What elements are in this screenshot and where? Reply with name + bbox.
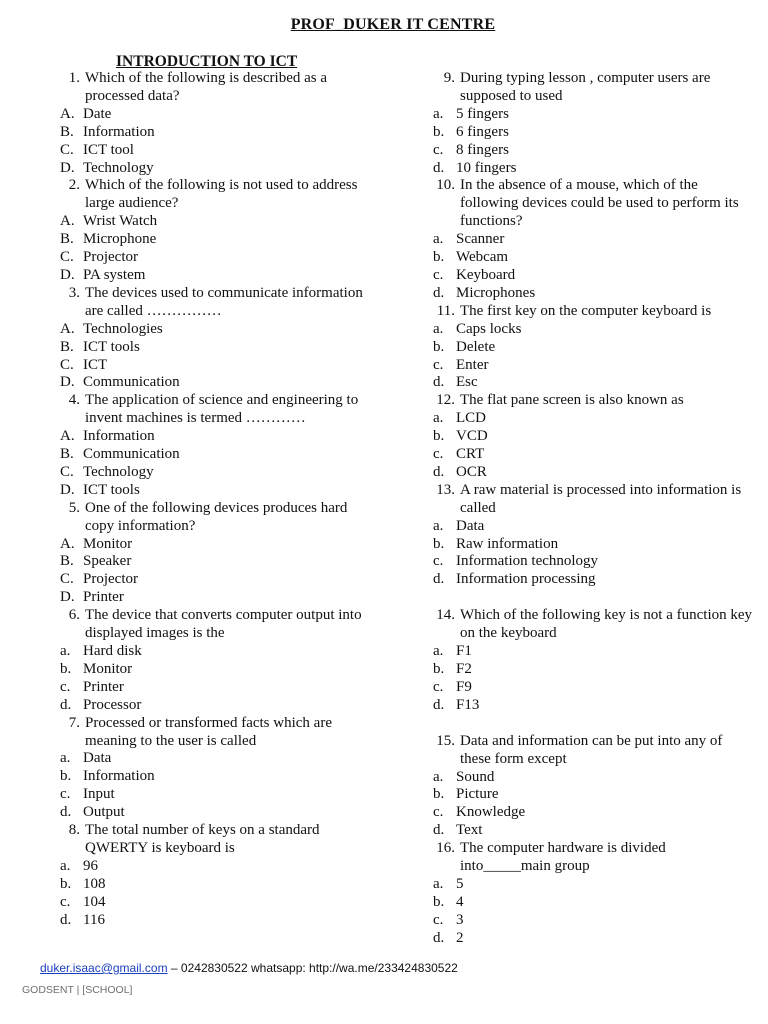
option-label: C. — [60, 249, 74, 266]
option-label: d. — [433, 929, 445, 946]
option-list — [433, 643, 753, 715]
option-label: a. — [433, 768, 444, 785]
question-text: In the absence of a mouse, which of the following devices could be used to perform its functions? — [460, 177, 739, 230]
answer-option — [60, 768, 380, 786]
answer-option — [60, 160, 380, 178]
option-label: d. — [60, 804, 72, 821]
question-text: Processed or transformed facts which are meaning to the user is called — [85, 714, 332, 749]
option-label: D. — [60, 481, 75, 498]
option-text: Knowledge — [456, 804, 526, 821]
answer-option — [433, 285, 753, 303]
answer-option — [433, 661, 753, 679]
answer-option — [433, 679, 753, 697]
question-number: 3. — [68, 284, 80, 301]
option-text: 5 — [456, 875, 464, 892]
option-text: Processor — [83, 696, 142, 713]
option-label: b. — [60, 660, 72, 677]
option-label: a. — [433, 320, 444, 337]
answer-option — [433, 374, 753, 392]
option-text: 108 — [83, 875, 106, 892]
question-text: The computer hardware is divided into_____main group — [460, 840, 666, 875]
option-list — [433, 876, 753, 948]
option-text: Information — [83, 428, 155, 445]
answer-option — [60, 142, 380, 160]
option-text: 8 fingers — [456, 141, 509, 158]
option-text: Technology — [83, 159, 154, 176]
option-text: Projector — [83, 571, 138, 588]
option-label: C. — [60, 141, 74, 158]
option-list — [60, 858, 380, 930]
option-label: d. — [60, 696, 72, 713]
blank-line — [433, 715, 753, 733]
left-question-column — [60, 70, 380, 930]
answer-option — [60, 464, 380, 482]
answer-option — [433, 231, 753, 249]
option-text: OCR — [456, 463, 487, 480]
answer-option — [60, 804, 380, 822]
option-text: ICT tool — [83, 141, 134, 158]
option-text: 2 — [456, 929, 464, 946]
option-label: d. — [433, 571, 445, 588]
answer-option — [433, 894, 753, 912]
answer-option — [433, 553, 753, 571]
answer-option — [60, 679, 380, 697]
question-item — [433, 303, 753, 393]
option-label: D. — [60, 374, 75, 391]
question-stem — [60, 177, 380, 213]
question-number: 12. — [436, 392, 455, 409]
option-label: C. — [60, 463, 74, 480]
option-label: c. — [433, 553, 444, 570]
option-label: A. — [60, 535, 75, 552]
option-label: b. — [433, 428, 445, 445]
answer-option — [60, 231, 380, 249]
answer-option — [433, 160, 753, 178]
question-stem — [433, 482, 753, 518]
option-label: b. — [433, 123, 445, 140]
answer-option — [60, 589, 380, 607]
option-text: F13 — [456, 696, 480, 713]
option-label: D. — [60, 159, 75, 176]
option-text: 3 — [456, 911, 464, 928]
answer-option — [60, 339, 380, 357]
option-label: a. — [60, 643, 71, 659]
option-text: Wrist Watch — [83, 213, 158, 230]
option-text: Printer — [83, 589, 124, 606]
option-text: Enter — [456, 356, 489, 373]
option-text: Raw information — [456, 535, 559, 552]
question-item — [60, 822, 380, 929]
question-number: 16. — [436, 840, 455, 857]
question-text: One of the following devices produces hard copy information? — [85, 499, 348, 534]
answer-option — [433, 249, 753, 267]
option-text: F9 — [456, 678, 472, 695]
option-text: Information processing — [456, 571, 596, 588]
option-list — [433, 231, 753, 303]
answer-option — [60, 213, 380, 231]
question-item — [433, 733, 753, 840]
question-number: 6. — [68, 607, 80, 624]
option-label: a. — [433, 643, 444, 660]
answer-option — [433, 912, 753, 930]
option-text: PA system — [83, 266, 146, 283]
option-list — [60, 750, 380, 822]
option-label: c. — [60, 893, 71, 910]
option-list — [433, 106, 753, 178]
question-text: The device that converts computer output into displayed images is the — [85, 607, 362, 642]
question-item — [433, 392, 753, 482]
question-text: The total number of keys on a standard QWERTY is keyboard is — [85, 822, 320, 856]
question-number: 8. — [68, 822, 80, 839]
option-text: ICT tools — [83, 481, 140, 498]
option-text: ICT — [83, 356, 108, 373]
question-item — [60, 607, 380, 714]
answer-option — [60, 571, 380, 589]
answer-option — [433, 643, 753, 661]
answer-option — [60, 124, 380, 142]
option-label: B. — [60, 231, 74, 248]
answer-option — [60, 446, 380, 464]
answer-option — [433, 571, 753, 589]
answer-option — [60, 876, 380, 894]
option-label: b. — [433, 249, 445, 266]
answer-option — [433, 410, 753, 428]
option-label: d. — [433, 159, 445, 176]
question-stem — [433, 733, 753, 769]
question-stem — [60, 285, 380, 321]
option-text: LCD — [456, 410, 486, 427]
answer-option — [433, 267, 753, 285]
question-number: 1. — [68, 70, 80, 86]
question-stem — [60, 607, 380, 643]
option-label: b. — [60, 768, 72, 785]
question-item — [60, 70, 380, 177]
option-text: Communication — [83, 374, 180, 391]
option-label: d. — [433, 696, 445, 713]
answer-option — [60, 374, 380, 392]
blank-line — [433, 589, 753, 607]
option-label: B. — [60, 123, 74, 140]
question-text: Which of the following key is not a function key on the keyboard — [460, 607, 753, 642]
option-list — [60, 428, 380, 500]
option-label: d. — [60, 911, 72, 928]
question-item — [60, 177, 380, 284]
answer-option — [60, 894, 380, 912]
question-number: 14. — [436, 607, 455, 624]
option-list — [433, 410, 753, 482]
question-text: The devices used to communicate information are called …………… — [85, 284, 363, 319]
option-text: Data — [456, 517, 485, 534]
option-list — [60, 106, 380, 178]
question-item — [60, 392, 380, 499]
question-item — [433, 840, 753, 947]
option-label: b. — [60, 875, 72, 892]
option-label: b. — [433, 338, 445, 355]
question-text: A raw material is processed into information is called — [460, 481, 742, 516]
answer-option — [60, 267, 380, 285]
option-label: c. — [433, 804, 444, 821]
option-list — [60, 643, 380, 715]
option-text: Keyboard — [456, 266, 516, 283]
option-label: a. — [60, 750, 71, 767]
question-item — [433, 177, 753, 302]
option-label: d. — [433, 374, 445, 391]
option-label: c. — [433, 678, 444, 695]
option-text: Microphone — [83, 231, 157, 248]
option-text: Projector — [83, 249, 138, 266]
option-text: Communication — [83, 446, 180, 463]
question-text: The flat pane screen is also known as — [460, 392, 684, 409]
option-text: Text — [456, 822, 483, 839]
option-label: B. — [60, 553, 74, 570]
answer-option — [433, 822, 753, 840]
option-list — [60, 536, 380, 608]
option-list — [433, 769, 753, 841]
option-text: 116 — [83, 911, 105, 928]
option-text: Information — [83, 123, 155, 140]
question-stem — [433, 70, 753, 106]
option-label: b. — [433, 786, 445, 803]
option-text: 104 — [83, 893, 106, 910]
option-label: B. — [60, 338, 74, 355]
option-text: Hard disk — [83, 643, 142, 659]
option-label: c. — [433, 266, 444, 283]
option-label: c. — [433, 356, 444, 373]
question-stem — [433, 177, 753, 231]
option-text: Information — [83, 768, 155, 785]
answer-option — [60, 697, 380, 715]
answer-option — [60, 357, 380, 375]
question-stem — [60, 70, 380, 106]
answer-option — [433, 786, 753, 804]
option-text: Printer — [83, 678, 124, 695]
option-text: Microphones — [456, 284, 536, 301]
question-item — [433, 482, 753, 589]
answer-option — [60, 912, 380, 930]
option-text: F1 — [456, 643, 472, 660]
option-text: Esc — [456, 374, 478, 391]
question-stem — [433, 840, 753, 876]
option-label: b. — [433, 535, 445, 552]
answer-option — [433, 357, 753, 375]
right-question-column — [433, 70, 753, 948]
question-text: Which of the following is not used to address large audience? — [85, 177, 358, 212]
option-text: Technologies — [83, 320, 163, 337]
question-number: 15. — [436, 732, 455, 749]
question-number: 2. — [68, 177, 80, 194]
footer-school: GODSENT | [SCHOOL] — [22, 984, 133, 996]
answer-option — [60, 750, 380, 768]
option-text: CRT — [456, 446, 485, 463]
question-number: 11. — [436, 302, 455, 319]
footer-contact — [40, 961, 458, 975]
option-label: C. — [60, 356, 74, 373]
option-text: Webcam — [456, 249, 509, 266]
answer-option — [433, 769, 753, 787]
answer-option — [433, 464, 753, 482]
option-label: b. — [433, 893, 445, 910]
answer-option — [433, 930, 753, 948]
section-title: INTRODUCTION TO ICT — [116, 53, 298, 70]
option-text: Information technology — [456, 553, 599, 570]
option-label: a. — [433, 517, 444, 534]
option-label: A. — [60, 320, 75, 337]
option-label: a. — [433, 875, 444, 892]
question-stem — [433, 303, 753, 321]
option-label: c. — [60, 678, 71, 695]
answer-option — [60, 553, 380, 571]
option-label: D. — [60, 589, 75, 606]
question-number: 4. — [68, 392, 80, 409]
option-label: C. — [60, 571, 74, 588]
option-text: Speaker — [83, 553, 132, 570]
question-text: Data and information can be put into any of these form except — [460, 732, 723, 767]
answer-option — [433, 536, 753, 554]
option-text: Sound — [456, 768, 495, 785]
option-text: Caps locks — [456, 320, 522, 337]
question-stem — [433, 392, 753, 410]
option-text: Data — [83, 750, 112, 767]
option-text: Scanner — [456, 231, 505, 248]
option-text: Technology — [83, 463, 154, 480]
question-stem — [60, 500, 380, 536]
answer-option — [60, 249, 380, 267]
option-text: Monitor — [83, 535, 133, 552]
option-label: d. — [433, 284, 445, 301]
option-label: a. — [433, 231, 444, 248]
option-text: Delete — [456, 338, 496, 355]
question-text: The application of science and engineering to invent machines is termed ………… — [85, 392, 359, 427]
option-text: Output — [83, 804, 125, 821]
answer-option — [433, 697, 753, 715]
question-number: 13. — [436, 481, 455, 498]
question-number: 7. — [68, 714, 80, 731]
answer-option — [60, 536, 380, 554]
option-list — [433, 321, 753, 393]
answer-option — [433, 124, 753, 142]
question-item — [433, 70, 753, 177]
option-label: c. — [433, 141, 444, 158]
option-text: F2 — [456, 661, 472, 677]
question-number: 10. — [436, 177, 455, 194]
option-label: a. — [433, 105, 444, 122]
answer-option — [433, 446, 753, 464]
option-label: d. — [433, 463, 445, 480]
question-number: 9. — [443, 70, 455, 86]
question-item — [60, 715, 380, 822]
answer-option — [60, 858, 380, 876]
question-text: The first key on the computer keyboard is — [460, 302, 712, 319]
answer-option — [433, 804, 753, 822]
option-text: ICT tools — [83, 338, 140, 355]
email-link[interactable]: duker.isaac@gmail.com — [40, 961, 168, 975]
question-item — [60, 285, 380, 392]
answer-option — [60, 482, 380, 500]
option-text: 96 — [83, 857, 98, 874]
option-list — [433, 518, 753, 590]
option-list — [60, 321, 380, 393]
option-label: c. — [433, 911, 444, 928]
option-text: Picture — [456, 786, 499, 803]
answer-option — [433, 876, 753, 894]
option-label: c. — [433, 446, 444, 463]
answer-option — [433, 518, 753, 536]
answer-option — [60, 106, 380, 124]
answer-option — [60, 321, 380, 339]
answer-option — [60, 661, 380, 679]
option-label: a. — [60, 857, 71, 874]
answer-option — [60, 786, 380, 804]
question-stem — [60, 822, 380, 858]
answer-option — [433, 321, 753, 339]
contact-text: – 0242830522 whatsapp: http://wa.me/233424830522 — [167, 961, 458, 975]
answer-option — [60, 643, 380, 661]
question-stem — [433, 607, 753, 643]
document-title: PROF_DUKER IT CENTRE — [290, 16, 496, 33]
answer-option — [433, 428, 753, 446]
option-label: A. — [60, 428, 75, 445]
answer-option — [60, 428, 380, 446]
option-text: Date — [83, 105, 112, 122]
question-stem — [60, 715, 380, 751]
option-label: d. — [433, 822, 445, 839]
option-label: A. — [60, 105, 75, 122]
option-label: B. — [60, 446, 74, 463]
option-label: A. — [60, 213, 75, 230]
option-text: VCD — [456, 428, 488, 445]
option-label: b. — [433, 661, 445, 677]
option-label: a. — [433, 410, 444, 427]
question-text: Which of the following is described as a processed data? — [85, 70, 328, 104]
option-list — [60, 213, 380, 285]
question-stem — [60, 392, 380, 428]
option-text: 5 fingers — [456, 105, 509, 122]
option-text: 6 fingers — [456, 123, 509, 140]
question-item — [433, 607, 753, 714]
answer-option — [433, 339, 753, 357]
option-label: D. — [60, 266, 75, 283]
question-number: 5. — [68, 499, 80, 516]
option-text: Monitor — [83, 660, 133, 677]
option-text: 10 fingers — [456, 159, 517, 176]
answer-option — [433, 106, 753, 124]
question-text: During typing lesson , computer users are supposed to used — [460, 70, 711, 104]
option-label: c. — [60, 786, 71, 803]
option-text: Input — [83, 786, 115, 803]
question-item — [60, 500, 380, 607]
answer-option — [433, 142, 753, 160]
option-text: 4 — [456, 893, 464, 910]
